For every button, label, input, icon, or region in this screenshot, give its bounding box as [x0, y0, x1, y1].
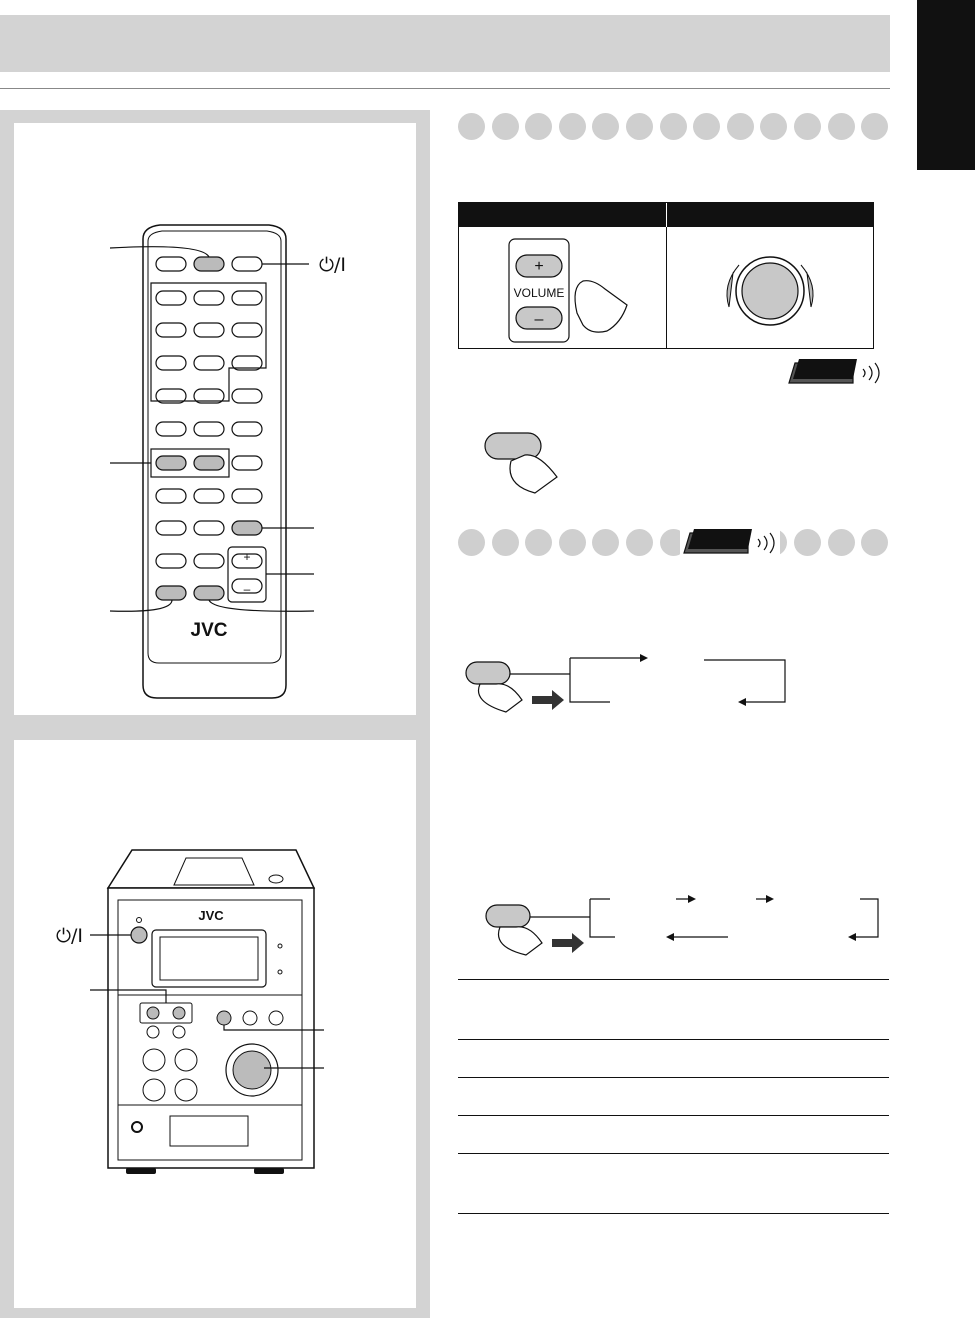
volume-remote-cell [459, 227, 666, 348]
unit-brand-logo: JVC [198, 908, 224, 923]
unit-foot [254, 1168, 284, 1174]
volume-plus-sign: + [534, 258, 544, 275]
heading-dot [626, 113, 653, 140]
volume-knob-figure [667, 227, 873, 348]
heading-dot [559, 113, 586, 140]
heading-dot [626, 529, 653, 556]
language-tab [917, 0, 975, 170]
unit-power-label: ⏻/I [56, 925, 84, 947]
heading-dot [458, 113, 485, 140]
volume-table-header-left [459, 203, 666, 227]
heading-dot [828, 113, 855, 140]
remote-volume-minus: – [243, 582, 251, 596]
section-heading-dots-1 [458, 113, 888, 141]
heading-dot [794, 113, 821, 140]
unit-slot [170, 1116, 248, 1146]
remote-brand-logo: JVC [190, 620, 228, 641]
cycle-diagram-1 [460, 650, 800, 730]
heading-dot [525, 529, 552, 556]
volume-minus-sign: – [534, 311, 544, 328]
unit-power-button [131, 927, 147, 943]
heading-dot [828, 529, 855, 556]
heading-dot [592, 113, 619, 140]
remote-panel-inner [14, 123, 416, 715]
heading-dot [458, 529, 485, 556]
unit-panel-inner [14, 740, 416, 1308]
heading-dot [794, 529, 821, 556]
finger-icon [510, 455, 557, 493]
heading-dot [727, 113, 754, 140]
table-row [458, 1077, 889, 1115]
volume-remote-figure [459, 227, 666, 348]
unit-foot [126, 1168, 156, 1174]
unit-illustration [14, 740, 416, 1308]
heading-dot [559, 529, 586, 556]
heading-dot [861, 113, 888, 140]
volume-knob-icon [742, 263, 798, 319]
heading-dot [525, 113, 552, 140]
volume-text: VOLUME [513, 286, 565, 300]
heading-dot [660, 113, 687, 140]
remote-only-icon-1 [785, 355, 885, 395]
title-bar [0, 15, 890, 72]
heading-dot [492, 529, 519, 556]
heading-dot [592, 529, 619, 556]
table-row [458, 1039, 889, 1077]
remote-volume-plus: + [243, 550, 251, 564]
finger-icon [478, 684, 522, 712]
remote-illustration [14, 123, 416, 715]
table-row [458, 979, 889, 1039]
remote-power-label: ⏻/I [319, 254, 347, 276]
remote-only-icon-2 [680, 525, 780, 565]
finger-icon [575, 281, 627, 332]
section-heading-dots-2 [458, 529, 888, 557]
cycle-diagram-2 [480, 885, 880, 965]
heading-dot [760, 113, 787, 140]
volume-knob-cell [667, 227, 873, 348]
heading-dot [861, 529, 888, 556]
volume-figure-table [458, 202, 874, 349]
finger-icon [498, 927, 542, 955]
remote-panel [0, 110, 430, 728]
heading-dot [693, 113, 720, 140]
volume-table-header-right [667, 203, 873, 227]
unit-panel [0, 728, 430, 1318]
press-button-figure-1 [475, 425, 570, 500]
header-divider [0, 88, 890, 89]
heading-dot [492, 113, 519, 140]
table-row [458, 1213, 889, 1214]
table-row [458, 1115, 889, 1153]
table-row [458, 1153, 889, 1213]
